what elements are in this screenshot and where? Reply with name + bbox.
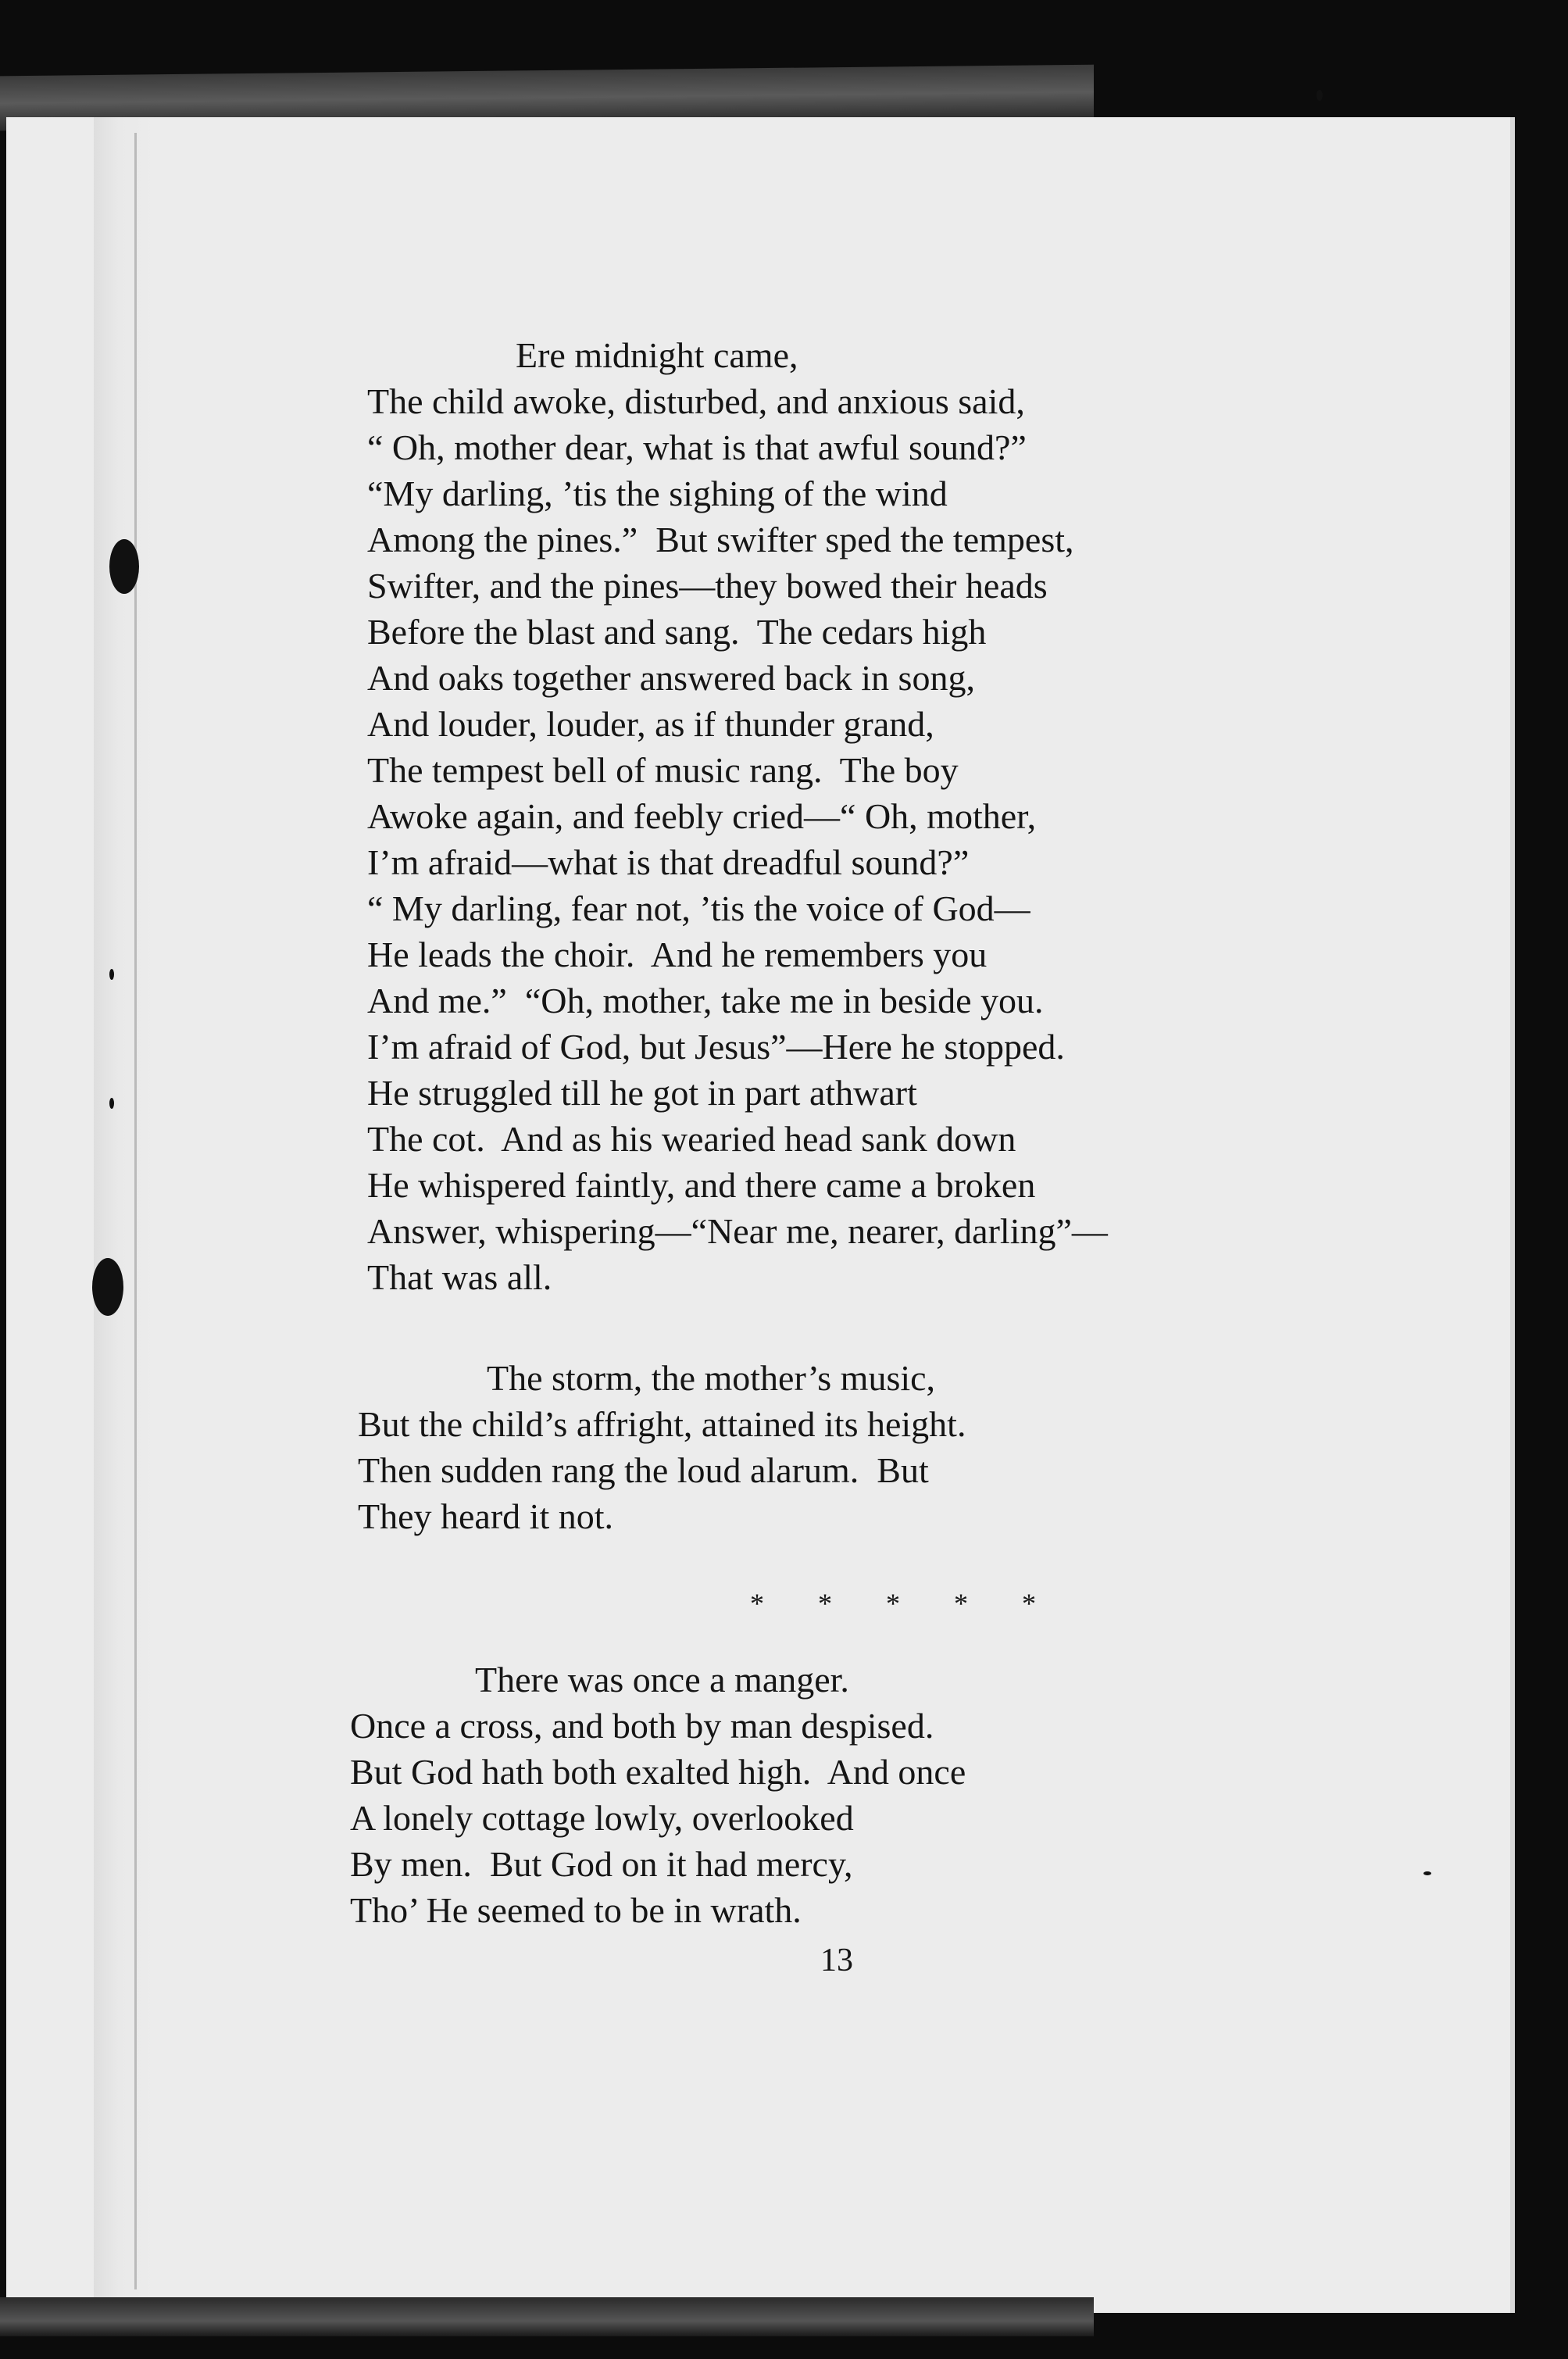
poem-line: “My darling, ’tis the sighing of the wind <box>367 474 948 513</box>
page-binding-shadow <box>94 117 156 2297</box>
poem-line: Among the pines.” But swifter sped the tempest, <box>367 520 1074 559</box>
binding-crease <box>134 133 137 2289</box>
poem-line: A lonely cottage lowly, overlooked <box>350 1798 854 1838</box>
section-separator: * * * * * <box>750 1588 1059 1619</box>
poem-line: Tho’ He seemed to be in wrath. <box>350 1890 802 1930</box>
poem-line: Awoke again, and feebly cried—“ Oh, mother, <box>367 796 1037 836</box>
poem-line: There was once a manger. <box>475 1660 849 1700</box>
stanza-3 <box>350 1657 1383 1933</box>
ink-speck <box>109 1098 114 1109</box>
punch-hole-mark <box>92 1258 123 1316</box>
poem-line: The cot. And as his wearied head sank down <box>367 1119 1016 1159</box>
poem-line: That was all. <box>367 1257 552 1297</box>
poem-line: He whispered faintly, and there came a broken <box>367 1165 1036 1205</box>
poem-line: Before the blast and sang. The cedars high <box>367 612 987 652</box>
book-edge-bottom <box>0 2297 1094 2336</box>
poem-line: “ Oh, mother dear, what is that awful sound?” <box>367 427 1027 467</box>
poem-line: The tempest bell of music rang. The boy <box>367 750 959 790</box>
poem-text <box>350 332 1383 1984</box>
poem-line: Then sudden rang the loud alarum. But <box>358 1450 929 1490</box>
ink-speck <box>1423 1871 1431 1875</box>
poem-line: But the child’s affright, attained its height. <box>358 1404 966 1444</box>
poem-line: Once a cross, and both by man despised. <box>350 1706 934 1746</box>
poem-line: And louder, louder, as if thunder grand, <box>367 704 934 744</box>
page-number: 13 <box>820 1943 853 1978</box>
poem-line: Swifter, and the pines—they bowed their heads <box>367 566 1048 606</box>
poem-line: Answer, whispering—“Near me, nearer, darling”— <box>367 1211 1108 1251</box>
poem-line: He leads the choir. And he remembers you <box>367 935 988 974</box>
poem-line: He struggled till he got in part athwart <box>367 1073 917 1113</box>
stanza-1 <box>367 332 1383 1300</box>
poem-line: But God hath both exalted high. And once <box>350 1752 966 1792</box>
poem-line: I’m afraid—what is that dreadful sound?” <box>367 842 970 882</box>
poem-line: And me.” “Oh, mother, take me in beside you. <box>367 981 1044 1020</box>
ink-speck <box>1316 90 1323 101</box>
poem-line: They heard it not. <box>358 1496 614 1536</box>
ink-speck <box>109 969 114 980</box>
poem-line: The storm, the mother’s music, <box>487 1358 936 1398</box>
punch-hole-mark <box>109 539 139 594</box>
poem-line: “ My darling, fear not, ’tis the voice of God— <box>367 888 1030 928</box>
poem-line: By men. But God on it had mercy, <box>350 1844 853 1884</box>
poem-line: Ere midnight came, <box>516 335 798 375</box>
poem-line: I’m afraid of God, but Jesus”—Here he stopped. <box>367 1027 1065 1067</box>
poem-line: And oaks together answered back in song, <box>367 658 975 698</box>
stanza-2 <box>358 1355 1383 1539</box>
poem-line: The child awoke, disturbed, and anxious said, <box>367 381 1025 421</box>
